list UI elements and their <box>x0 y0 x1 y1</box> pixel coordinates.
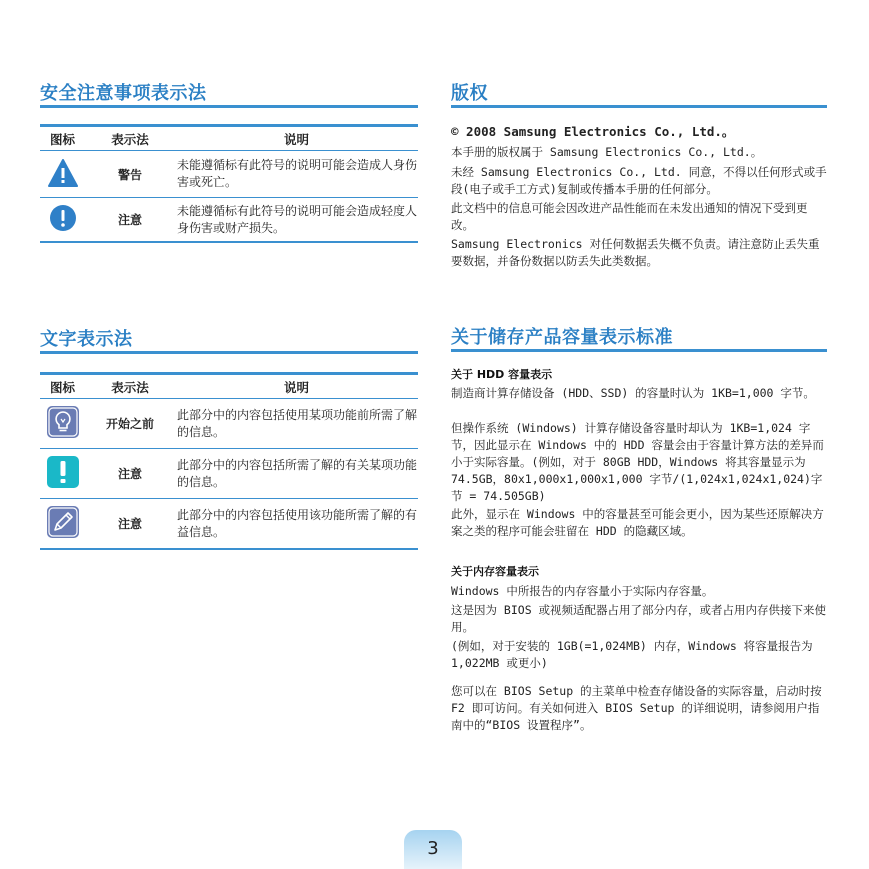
hdd-paragraph-1: 制造商计算存储设备 (HDD、SSD) 的容量时认为 1KB=1,000 字节。 <box>451 386 815 400</box>
notation-before-you-start: 开始之前 <box>85 399 175 449</box>
exclamation-icon <box>46 455 80 492</box>
table-row <box>40 151 418 198</box>
text-section-title: 文字表示法 <box>40 329 133 350</box>
copyright-section-title: 版权 <box>451 83 488 104</box>
copyright-line: © 2008 Samsung Electronics Co., Ltd.。 <box>451 124 735 139</box>
col-header-notation: 表示法 <box>85 126 175 151</box>
table-row <box>40 449 418 499</box>
hdd-paragraph-3: 此外，显示在 Windows 中的容量甚至可能会更小，因为某些还原解决方案之类的程序可能会驻留在 HDD 的隐藏区域。 <box>451 507 824 538</box>
notation-tip: 注意 <box>85 499 175 550</box>
notation-caution: 注意 <box>85 198 175 243</box>
notation-note: 注意 <box>85 449 175 499</box>
description-warning: 未能遵循标有此符号的说明可能会造成人身伤害或死亡。 <box>177 158 418 189</box>
col-header-description: 说明 <box>175 126 418 151</box>
lightbulb-icon <box>46 405 80 442</box>
copyright-paragraph-2: 未经 Samsung Electronics Co., Ltd. 同意，不得以任何形式或手段(电子或手工方式)复制或传播本手册的任何部分。 <box>451 165 827 196</box>
table-row <box>40 499 418 550</box>
storage-section-title: 关于储存产品容量表示标准 <box>451 327 673 348</box>
copyright-title-rule <box>451 105 827 108</box>
copyright-paragraph-3: 此文档中的信息可能会因改进产品性能而在未发出通知的情况下受到更改。 <box>451 201 808 232</box>
text-notation-table <box>40 372 418 550</box>
safety-section-title: 安全注意事项表示法 <box>40 83 207 104</box>
safety-table <box>40 124 418 243</box>
warning-triangle-icon <box>48 159 78 190</box>
col-header-icon: 图标 <box>40 374 85 399</box>
caution-circle-icon <box>49 204 77 235</box>
hdd-subheading: 关于 HDD 容量表示 <box>451 368 553 381</box>
hdd-paragraph-2: 但操作系统 (Windows) 计算存储设备容量时却认为 1KB=1,024 字节，因此显示在 Windows 中的 HDD 容量会由于容量计算方法的差异而小于实际容量。(例如，对于 80GB HDD，Windows 将其容量显示为 74.5GB，80x1,000x1,000x1,000 字节/(1,024x1,024x1,024)字节 = 74.505GB) <box>451 421 824 503</box>
safety-title-rule <box>40 105 418 108</box>
col-header-icon: 图标 <box>40 126 85 151</box>
memory-paragraph-2: 这是因为 BIOS 或视频适配器占用了部分内存，或者占用内存供接下来使用。 <box>451 603 827 634</box>
col-header-description: 说明 <box>175 374 418 399</box>
description-caution: 未能遵循标有此符号的说明可能会造成轻度人身伤害或财产损失。 <box>177 203 418 235</box>
table-row <box>40 399 418 449</box>
text-title-rule <box>40 351 418 354</box>
pencil-icon <box>46 505 80 542</box>
notation-warning: 警告 <box>85 151 175 198</box>
table-row <box>40 198 418 243</box>
copyright-paragraph-1: 本手册的版权属于 Samsung Electronics Co., Ltd.。 <box>451 145 763 159</box>
copyright-paragraph-4: Samsung Electronics 对任何数据丢失概不负责。请注意防止丢失重要数据，并备份数据以防丢失此类数据。 <box>451 237 820 268</box>
memory-paragraph-3: (例如，对于安装的 1GB(=1,024MB) 内存，Windows 将容量报告为 1,022MB 或更小) <box>451 639 813 670</box>
col-header-notation: 表示法 <box>85 374 175 399</box>
memory-subheading: 关于内存容量表示 <box>451 565 539 578</box>
description-before-you-start: 此部分中的内容包括使用某项功能前所需了解的信息。 <box>177 407 418 439</box>
description-note: 此部分中的内容包括所需了解的有关某项功能的信息。 <box>177 457 418 489</box>
page-number: 3 <box>404 830 462 869</box>
storage-title-rule <box>451 349 827 352</box>
memory-paragraph-1: Windows 中所报告的内存容量小于实际内存容量。 <box>451 584 714 598</box>
description-tip: 此部分中的内容包括使用该功能所需了解的有益信息。 <box>177 507 418 539</box>
memory-paragraph-4: 您可以在 BIOS Setup 的主菜单中检查存储设备的实际容量，启动时按 F2 即可访问。有关如何进入 BIOS Setup 的详细说明，请参阅用户指南中的“BIOS 设置程序”。 <box>451 684 822 732</box>
